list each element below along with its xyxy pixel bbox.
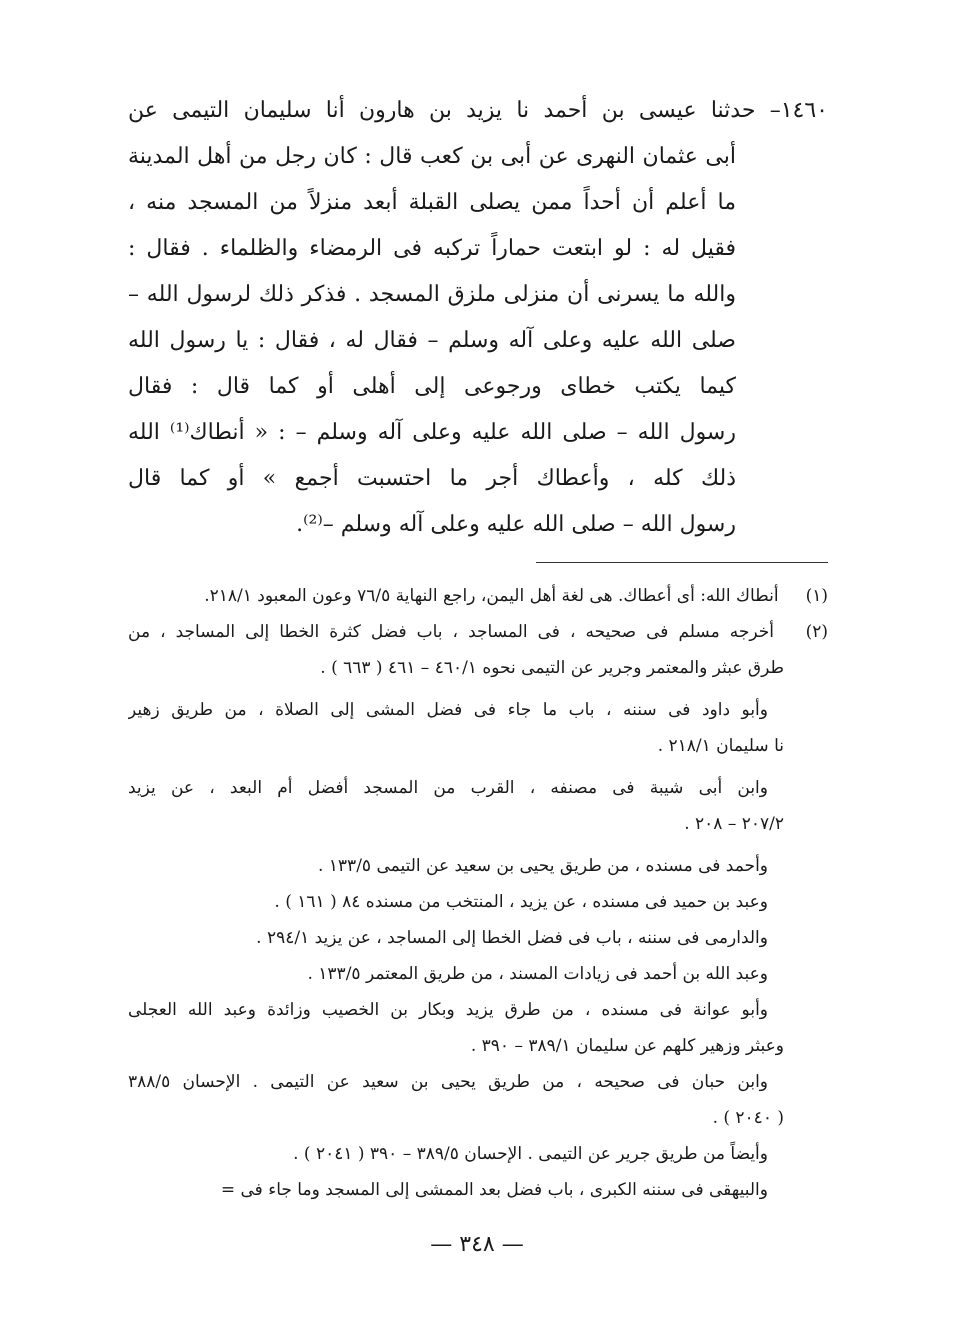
source-reference: وعبد الله بن أحمد فى زيادات المسند ، من طريق المعتمر ١٣٣/٥ . [307,964,768,984]
footnote-1 [128,578,828,614]
source-reference: والدارمى فى سننه ، باب فى فضل الخطا إلى المساجد ، عن يزيد ٢٩٤/١ . [256,928,768,948]
hadith-line: ذلك كله ، وأعطاك أجر ما احتسبت أجمع » أو كما قال [128,466,736,491]
footnote-text: طرق عبثر والمعتمر وجرير عن التيمى نحوه ٤٦٠/١ – ٤٦١ ( ٦٦٣ ) . [320,658,784,678]
source-reference: وعبد بن حميد فى مسنده ، عن يزيد ، المنتخب من مسنده ٨٤ ( ١٦١ ) . [274,892,768,912]
source-reference: وأبو عوانة فى مسنده ، من طرق يزيد وبكار بن الخصيب وزائدة وعبد الله العجلى [128,1000,768,1020]
source-reference: والبيهقى فى سننه الكبرى ، باب فضل بعد الممشى إلى المسجد وما جاء فى = [220,1180,768,1200]
hadith-line: كيما يكتب خطاى ورجوعى إلى أهلى أو كما قال : فقال [128,374,736,399]
source-reference: ( ٢٠٤٠ ) . [712,1108,784,1128]
source-reference: وعبثر وزهير كلهم عن سليمان ٣٨٩/١ – ٣٩٠ . [470,1036,784,1056]
hadith-line: ما أعلم أن أحداً ممن يصلى القبلة أبعد منزلاً من المسجد منه ، [128,190,736,215]
hadith-line: فقيل له : لو ابتعت حماراً تركبه فى الرمضاء والظلماء . فقال : [128,236,736,261]
footnote-2 [128,614,828,686]
footnotes [128,578,828,1208]
footnote-text: أنطاك الله: أى أعطاك. هى لغة أهل اليمن، راجع النهاية ٧٦/٥ وعون المعبود ٢١٨/١. [204,586,779,606]
footnote-divider [536,562,828,563]
source-reference: نا سليمان ٢١٨/١ . [657,736,784,756]
source-reference: وأبو داود فى سننه ، باب ما جاء فى فضل المشى إلى الصلاة ، من طريق زهير [128,700,768,720]
hadith-text [128,88,828,548]
source-reference: وأحمد فى مسنده ، من طريق يحيى بن سعيد عن التيمى ١٣٣/٥ . [317,856,768,876]
hadith-line: أبى عثمان النهرى عن أبى بن كعب قال : كان رجل من أهل المدينة [128,144,736,169]
page-number: — ٣٤٨ — [430,1232,524,1257]
footnote-text: أخرجه مسلم فى صحيحه ، فى المساجد ، باب فضل كثرة الخطا إلى المساجد ، من [128,622,774,642]
source-reference: ٢٠٧/٢ – ٢٠٨ . [684,814,784,834]
source-reference: وأيضاً من طريق جرير عن التيمى . الإحسان ٣٨٩/٥ – ٣٩٠ ( ٢٠٤١ ) . [293,1144,768,1164]
hadith-line: صلى الله عليه وعلى آله وسلم – فقال له ، فقال : يا رسول الله [128,328,736,353]
hadith-line: رسول الله – صلى الله عليه وعلى آله وسلم –⁽²⁾. [296,512,736,537]
source-reference: وابن أبى شيبة فى مصنفه ، القرب من المسجد أفضل أم البعد ، عن يزيد [128,778,768,798]
hadith-line: رسول الله – صلى الله عليه وعلى آله وسلم – : « أنطاك⁽¹⁾ الله [128,420,736,445]
hadith-line: ١٤٦٠– حدثنا عيسى بن أحمد نا يزيد بن هارون أنا سليمان التيمى عن [128,98,828,123]
hadith-line: والله ما يسرنى أن منزلى ملزق المسجد . فذكر ذلك لرسول الله – [128,282,736,307]
footnote-number: (١) [805,586,828,606]
source-reference: وابن حبان فى صحيحه ، من طريق يحيى بن سعيد عن التيمى . الإحسان ٣٨٨/٥ [128,1072,768,1092]
footnote-number: (٢) [805,622,828,642]
